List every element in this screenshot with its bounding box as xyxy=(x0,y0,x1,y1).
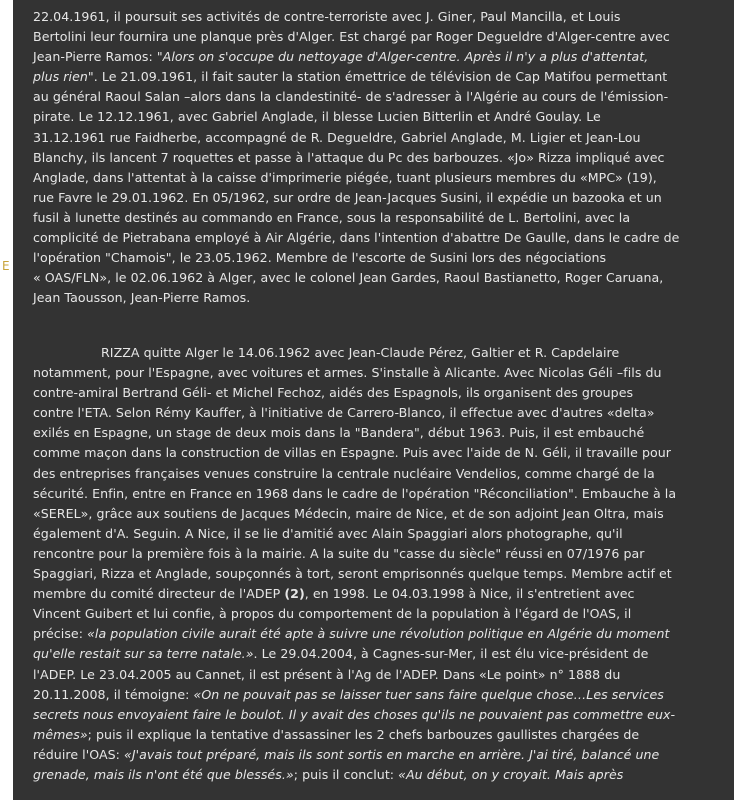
quote-text: plus rien" xyxy=(33,69,94,85)
quote-text: «la population civile aurait été apte à suivre une révolution politique en Algérie du moment xyxy=(87,626,670,642)
text-segment: ; puis il conclut: xyxy=(293,766,399,782)
text-line xyxy=(33,544,734,564)
paragraph-1 xyxy=(33,7,734,308)
margin-mark: E xyxy=(2,259,10,273)
quote-text: «J'avais tout préparé, mais ils sont sortis en marche en arrière. J'ai tiré, balancé une xyxy=(124,746,660,762)
text-line xyxy=(33,107,734,127)
text-line xyxy=(33,725,734,745)
text-segment: 20.11.2008, il témoigne: xyxy=(33,686,194,702)
text-segment: également d'A. Seguin. A Nice, il se lie d'amitié avec Alain Spaggiari alors photographe, qu'il xyxy=(33,525,623,541)
text-line xyxy=(33,705,734,725)
text-line xyxy=(33,624,734,644)
text-segment: Anglade, dans l'attentat à la caisse d'imprimerie piégée, tuant plusieurs membres du «MPC» (19), xyxy=(33,169,657,185)
quote-text: qu'elle restait sur sa terre natale.» xyxy=(33,646,254,662)
text-segment: au général Raoul Salan –alors dans la clandestinité- de s'adresser à l'Algérie au cours de l'émission- xyxy=(33,89,669,105)
text-line xyxy=(33,564,734,584)
text-segment: RIZZA quitte Alger le 14.06.1962 avec Jean-Claude Pérez, Galtier et R. Capdelaire xyxy=(101,345,620,360)
text-line xyxy=(33,765,734,785)
text-line xyxy=(33,484,734,504)
text-segment: pirate. Le 12.12.1961, avec Gabriel Anglade, il blesse Lucien Bitterlin et André Goulay. Le xyxy=(33,109,601,125)
text-line xyxy=(33,524,734,544)
text-segment: notamment, pour l'Espagne, avec voitures et armes. S'installe à Alicante. Avec Nicolas Géli –fils du xyxy=(33,365,662,381)
quote-text: «On ne pouvait pas se laisser tuer sans faire quelque chose…Les services xyxy=(193,686,664,702)
text-line xyxy=(33,168,734,188)
text-segment: . Le 29.04.2004, à Cagnes-sur-Mer, il est élu vice-président de xyxy=(253,646,649,662)
text-line xyxy=(33,228,734,248)
text-line xyxy=(33,27,734,47)
text-line xyxy=(33,343,734,363)
quote-text: mêmes» xyxy=(33,726,88,742)
text-segment: , en 1998. Le 04.03.1998 à Nice, il s'entretient avec xyxy=(304,586,635,602)
text-line xyxy=(33,248,734,268)
text-line xyxy=(33,403,734,423)
quote-text: «Au début, on y croyait. Mais après xyxy=(398,766,624,782)
text-segment: précise: xyxy=(33,626,88,642)
text-line xyxy=(33,87,734,107)
bold-reference: (2) xyxy=(284,586,305,602)
text-line xyxy=(33,644,734,664)
text-line xyxy=(33,604,734,624)
text-segment: Bertolini leur fournira une planque près d'Alger. Est chargé par Roger Degueldre d'Alger-centre avec xyxy=(33,29,670,45)
text-segment: membre du comité directeur de l'ADEP xyxy=(33,586,285,602)
text-segment: Jean-Pierre Ramos: xyxy=(33,49,157,65)
text-segment: l'opération "Chamois", le 23.05.1962. Membre de l'escorte de Susini lors des négociations xyxy=(33,250,607,266)
text-line xyxy=(33,464,734,484)
text-segment: comme maçon dans la construction de villas en Espagne. Puis avec l'aide de N. Géli, il travaille pour xyxy=(33,445,672,461)
text-line xyxy=(33,67,734,87)
text-segment: 31.12.1961 rue Faidherbe, accompagné de R. Degueldre, Gabriel Anglade, M. Ligier et Jean-Lou xyxy=(33,129,641,145)
text-segment: Vincent Guibert et lui confie, à propos du comportement de la population à l'égard de l'OAS, il xyxy=(33,606,632,622)
text-line xyxy=(33,443,734,463)
text-segment: . Le 21.09.1961, il fait sauter la station émettrice de télévision de Cap Matifou permettant xyxy=(93,69,668,85)
text-line xyxy=(33,685,734,705)
quote-text: grenade, mais ils n'ont été que blessés.» xyxy=(33,766,294,782)
text-line xyxy=(33,268,734,288)
text-line xyxy=(33,208,734,228)
text-segment: Blanchy, ils lancent 7 roquettes et passe à l'attaque du Pc des barbouzes. «Jo» Rizza impliqué avec xyxy=(33,149,665,165)
text-segment: rencontre pour la première fois à la mairie. A la suite du "casse du siècle" réussi en 07/1976 par xyxy=(33,545,645,561)
text-segment: rue Favre le 29.01.1962. En 05/1962, sur ordre de Jean-Jacques Susini, il expédie un bazooka et un xyxy=(33,189,662,205)
quote-text: secrets nous envoyaient faire le boulot. Il y avait des choses qu'ils ne pouvaient pas commettre eux- xyxy=(33,706,676,722)
text-segment: fusil à lunette destinés au commando en France, sous la responsabilité de L. Bertolini, avec la xyxy=(33,209,631,225)
text-segment: 22.04.1961, il poursuit ses activités de contre-terroriste avec J. Giner, Paul Mancilla, et Louis xyxy=(33,9,621,24)
text-line xyxy=(33,423,734,443)
text-line xyxy=(33,504,734,524)
text-line xyxy=(33,47,734,67)
text-segment: «SEREL», grâce aux soutiens de Jacques Médecin, maire de Nice, et de son adjoint Jean Oltra, mais xyxy=(33,505,664,521)
quote-text: "Alors on s'occupe du nettoyage d'Alger-centre. Après il n'y a plus d'attentat, xyxy=(156,49,649,65)
text-line xyxy=(33,128,734,148)
text-line xyxy=(33,745,734,765)
text-segment: Spaggiari, Rizza et Anglade, soupçonnés à tort, seront emprisonnés quelque temps. Membre actif et xyxy=(33,566,672,582)
text-segment: contre-amiral Bertrand Géli- et Michel Fechoz, aidés des Espagnols, ils organisent des groupes xyxy=(33,385,634,401)
text-line xyxy=(33,363,734,383)
text-line xyxy=(33,584,734,604)
text-line xyxy=(33,383,734,403)
text-segment: exilés en Espagne, un stage de deux mois dans la "Bandera", début 1963. Puis, il est embauché xyxy=(33,425,645,441)
text-segment: complicité de Pietrabana employé à Air Algérie, dans l'intention d'abattre De Gaulle, dans le cadre de xyxy=(33,230,680,246)
text-segment: ; puis il explique la tentative d'assassiner les 2 chefs barbouzes gaullistes chargées de xyxy=(87,726,640,742)
text-line xyxy=(33,148,734,168)
text-segment: réduire l'OAS: xyxy=(33,746,125,762)
text-segment: Jean Taousson, Jean-Pierre Ramos. xyxy=(33,290,251,306)
text-segment: « OAS/FLN», le 02.06.1962 à Alger, avec le colonel Jean Gardes, Raoul Bastianetto, Roger Caruana, xyxy=(33,270,664,286)
text-line xyxy=(33,288,734,308)
text-segment: l'ADEP. Le 23.04.2005 au Cannet, il est présent à l'Ag de l'ADEP. Dans «Le point» n° 1888 du xyxy=(33,666,621,682)
text-segment: des entreprises françaises venues construire la centrale nucléaire Vendelios, comme chargé de la xyxy=(33,465,655,481)
text-segment: sécurité. Enfin, entre en France en 1968 dans le cadre de l'opération "Réconciliation". Embauche à la xyxy=(33,485,677,501)
text-segment: contre l'ETA. Selon Rémy Kauffer, à l'initiative de Carrero-Blanco, il effectue avec d'autres «delta» xyxy=(33,405,655,421)
text-line xyxy=(33,7,734,27)
text-line xyxy=(33,665,734,685)
text-line xyxy=(33,188,734,208)
text-panel xyxy=(13,0,734,800)
paragraph-2 xyxy=(33,343,734,785)
